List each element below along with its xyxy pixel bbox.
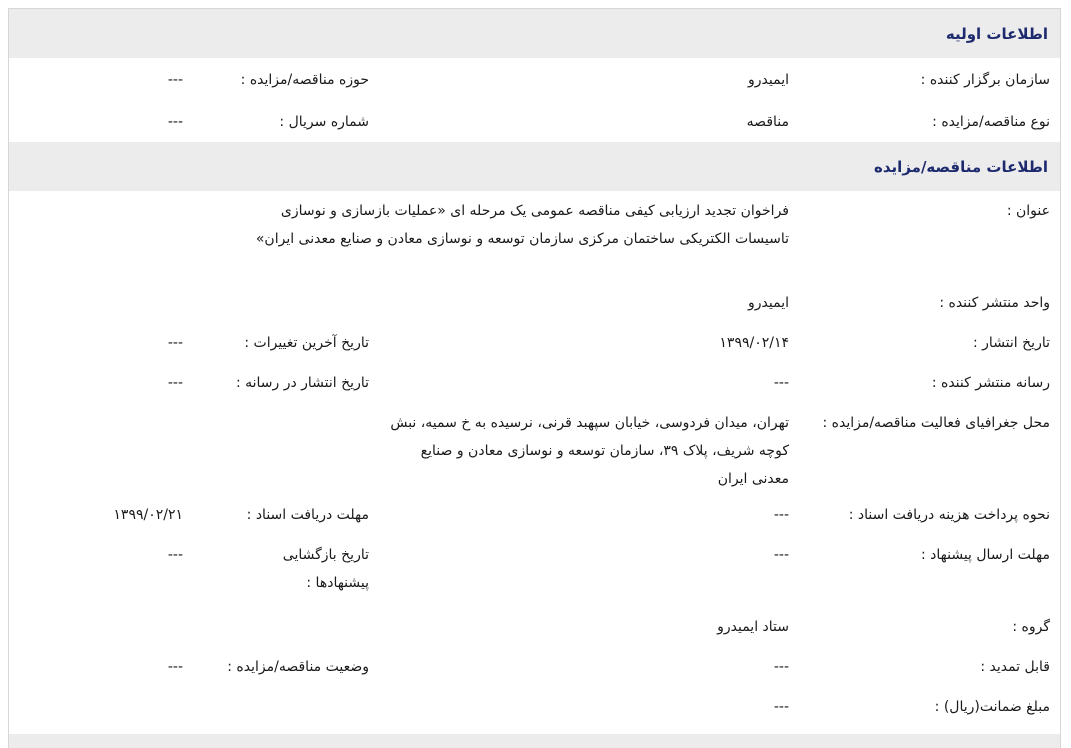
section-header-tender xyxy=(9,142,1060,191)
doc-deadline-value: ۱۳۹۹/۰۲/۲۱ xyxy=(113,507,183,523)
submit-deadline-label: مهلت ارسال پیشنهاد : xyxy=(920,547,1050,563)
row-type xyxy=(9,102,1060,142)
status-value: --- xyxy=(167,659,183,675)
extendable-value: --- xyxy=(773,659,789,675)
media-date-label: تاریخ انتشار در رسانه : xyxy=(235,375,369,391)
extendable-label: قابل تمدید : xyxy=(980,659,1050,675)
payment-label: نحوه پرداخت هزینه دریافت اسناد : xyxy=(848,507,1050,523)
type-label: نوع مناقصه/مزایده : xyxy=(932,114,1050,130)
row-submit-deadline xyxy=(9,535,1060,607)
media-value: --- xyxy=(773,375,789,391)
publish-date-label: تاریخ انتشار : xyxy=(973,335,1050,351)
tender-details-panel xyxy=(8,8,1061,748)
row-publisher xyxy=(9,283,1060,323)
opening-date-label: تاریخ بازگشایی پیشنهادها : xyxy=(282,547,369,591)
group-label: گروه : xyxy=(1012,619,1050,635)
subject-value: فراخوان تجدید ارزیابی کیفی مناقصه عمومی یک مرحله ای «عملیات بازسازی و نوسازی تاسیسات الکتریکی ساختمان مرکزی سازمان توسعه و نوسازی معادن و صنایع معدنی ایران» xyxy=(255,203,789,247)
status-label: وضعیت مناقصه/مزایده : xyxy=(227,659,369,675)
publisher-value: ایمیدرو xyxy=(748,295,789,311)
section-title-tender: اطلاعات مناقصه/مزایده xyxy=(874,157,1048,176)
scope-value: --- xyxy=(167,72,183,88)
publisher-label: واحد منتشر کننده : xyxy=(939,295,1050,311)
row-guarantee xyxy=(9,687,1060,727)
publish-date-value: ۱۳۹۹/۰۲/۱۴ xyxy=(719,335,789,351)
guarantee-value: --- xyxy=(773,699,789,715)
organizer-label: سازمان برگزار کننده : xyxy=(920,72,1050,88)
payment-value: --- xyxy=(773,507,789,523)
group-value: ستاد ایمیدرو xyxy=(717,619,789,635)
row-organizer xyxy=(9,58,1060,102)
section-title-basic: اطلاعات اولیه xyxy=(945,24,1048,43)
last-change-label: تاریخ آخرین تغییرات : xyxy=(244,335,369,351)
row-location xyxy=(9,403,1060,495)
serial-value: --- xyxy=(167,114,183,130)
next-section-header-edge xyxy=(9,734,1060,748)
type-value: مناقصه xyxy=(746,114,789,130)
location-value: تهران، میدان فردوسی، خیابان سپهبد قرنی، نرسیده به خ سمیه، نبش کوچه شریف، پلاک ۳۹، سازمان توسعه و نوسازی معادن و صنایع معدنی ایران xyxy=(390,415,789,487)
guarantee-label: مبلغ ضمانت(ریال) : xyxy=(934,699,1050,715)
media-label: رسانه منتشر کننده : xyxy=(931,375,1050,391)
scope-label: حوزه مناقصه/مزایده : xyxy=(240,72,369,88)
location-label: محل جغرافیای فعالیت مناقصه/مزایده : xyxy=(822,415,1050,431)
doc-deadline-label: مهلت دریافت اسناد : xyxy=(246,507,369,523)
media-date-value: --- xyxy=(167,375,183,391)
row-media xyxy=(9,363,1060,403)
section-header-basic xyxy=(9,9,1060,58)
opening-date-value: --- xyxy=(167,547,183,563)
row-publish-date xyxy=(9,323,1060,363)
row-extendable xyxy=(9,647,1060,687)
row-group xyxy=(9,607,1060,647)
last-change-value: --- xyxy=(167,335,183,351)
serial-label: شماره سریال : xyxy=(279,114,369,130)
row-subject xyxy=(9,191,1060,283)
organizer-value: ایمیدرو xyxy=(748,72,789,88)
row-payment xyxy=(9,495,1060,535)
subject-label: عنوان : xyxy=(1006,203,1050,219)
submit-deadline-value: --- xyxy=(773,547,789,563)
